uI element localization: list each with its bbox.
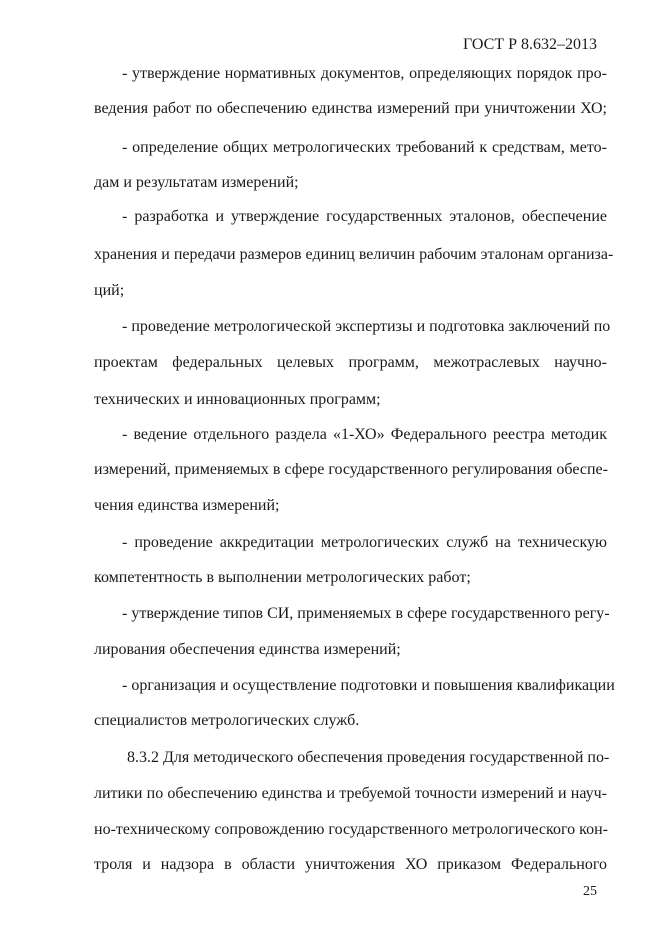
text-line: ведения работ по обеспечению единства измерений при уничтожении ХО; [94, 100, 607, 117]
text-line: измерений, применяемых в сфере государственного регулирования обеспе- [94, 461, 608, 478]
text-line: литики по обеспечению единства и требуемой точности измерений и науч- [94, 785, 607, 802]
page-number: 25 [583, 884, 597, 899]
page-header: ГОСТ Р 8.632–2013 [463, 36, 597, 53]
text-line: лирования обеспечения единства измерений; [94, 641, 401, 658]
text-line: но-техническому сопровождению государственного метрологического кон- [94, 821, 608, 838]
text-line: ций; [94, 282, 125, 299]
text-line: троля и надзора в области уничтожения ХО приказом Федерального [94, 856, 607, 873]
text-line: специалистов метрологических служб. [94, 712, 360, 729]
text-line: - утверждение типов СИ, применяемых в сфере государственного регу- [122, 605, 610, 622]
text-line: чения единства измерений; [94, 497, 280, 514]
text-line: хранения и передачи размеров единиц величин рабочим эталонам организа- [94, 246, 614, 263]
text-line: - организация и осуществление подготовки и повышения квалификации [122, 677, 615, 694]
text-line: - проведение метрологической экспертизы и подготовка заключений по [122, 318, 611, 335]
text-line: 8.3.2 Для методического обеспечения проведения государственной по- [127, 749, 610, 766]
text-line: - утверждение нормативных документов, определяющих порядок про- [122, 65, 607, 82]
text-line: - ведение отдельного раздела «1-ХО» Федерального реестра методик [122, 426, 607, 443]
text-line: технических и инновационных программ; [94, 391, 381, 408]
text-line: - разработка и утверждение государственных эталонов, обеспечение [122, 208, 607, 225]
text-line: компетентность в выполнении метрологических работ; [94, 569, 471, 586]
text-line: - определение общих метрологических требований к средствам, мето- [122, 139, 607, 156]
text-line: - проведение аккредитации метрологических служб на техническую [122, 534, 607, 551]
text-line: дам и результатам измерений; [94, 174, 299, 191]
text-line: проектам федеральных целевых программ, межотраслевых научно- [94, 354, 607, 371]
